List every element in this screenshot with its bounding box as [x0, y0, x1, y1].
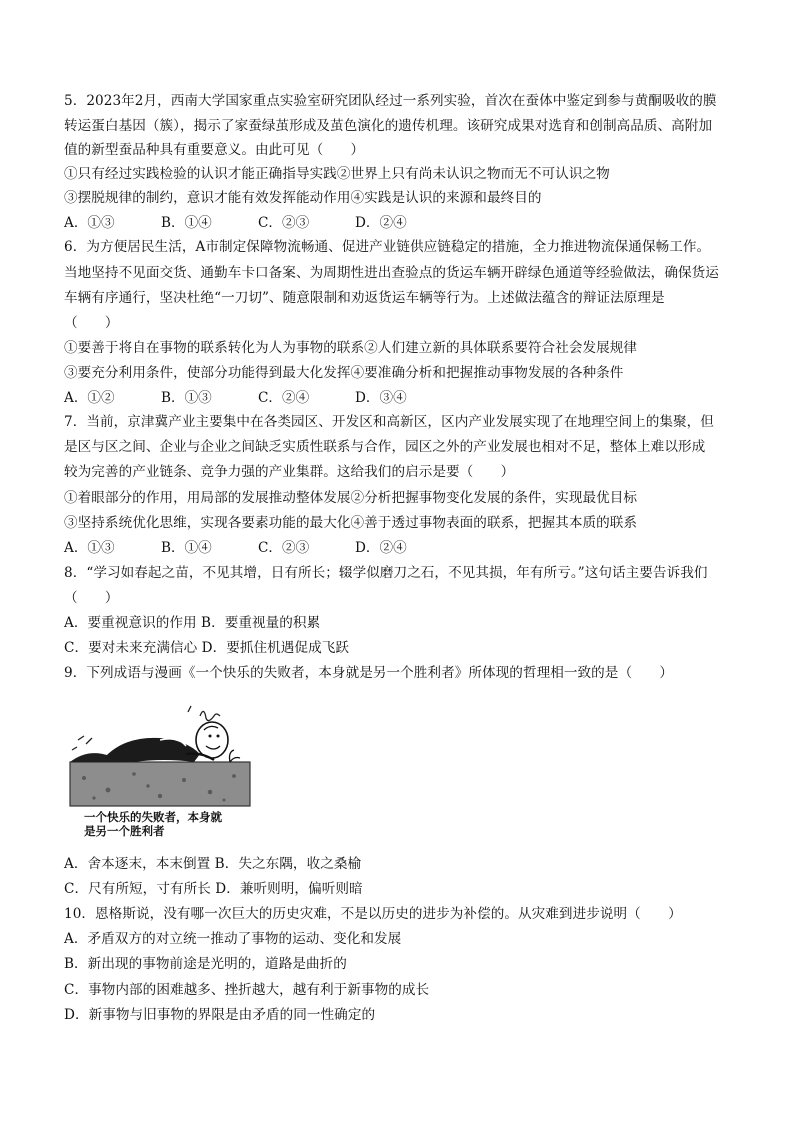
q6-options	[64, 389, 452, 408]
q9-line-1: 9．下列成语与漫画《一个快乐的失败者，本身就是另一个胜利者》所体现的哲理相一致的是（ ）	[64, 665, 674, 681]
q6-line-2: 当地坚持不见面交货、通勤车卡口备案、为周期性进出查验点的货运车辆开辟绿色通道等经验做法，确保货运	[64, 265, 719, 281]
q7-options	[64, 539, 452, 558]
q5-option-d[interactable]: D．②④	[355, 215, 407, 231]
q6-line-4: （ ）	[64, 315, 119, 331]
q7-option-b[interactable]: B．①④	[161, 540, 212, 556]
q9-options-cd[interactable]: C．尺有所短，寸有所长 D．兼听则明，偏听则暗	[64, 881, 363, 897]
comic-caption	[84, 810, 222, 838]
q7-line-1: 7．当前，京津冀产业主要集中在各类园区、开发区和高新区，区内产业发展实现了在地理空间上的集聚，但	[64, 414, 714, 430]
q8-options-ab[interactable]: A．要重视意识的作用 B．要重视量的积累	[64, 615, 321, 631]
comic-caption-line-2: 是另一个胜利者	[84, 824, 165, 838]
q10-option-d[interactable]: D．新事物与旧事物的界限是由矛盾的同一性确定的	[64, 1007, 376, 1023]
q7-option-c[interactable]: C．②③	[258, 540, 310, 556]
q7-statement-34: ③坚持系统优化思维，实现各要素功能的最大化④善于透过事物表面的联系，把握其本质的联系	[64, 515, 638, 531]
q7-line-2: 是区与区之间、企业与企业之间缺乏实质性联系与合作，园区之外的产业发展也相对不足，整体上难以形成	[64, 439, 706, 455]
comic-caption-line-1: 一个快乐的失败者，本身就	[84, 810, 222, 824]
q5-statement-12: ①只有经过实践检验的认识才能正确指导实践②世界上只有尚未认识之物而无不可认识之物	[64, 166, 610, 182]
q8-line-1: 8．“学习如春起之苗，不见其增，日有所长；辍学似磨刀之石，不见其损，年有所亏。”这句话主要告诉我们	[64, 565, 708, 581]
q6-line-3: 车辆有序通行，坚决杜绝“一刀切”、随意限制和劝返货运车辆等行为。上述做法蕴含的辩证法原理是	[64, 290, 665, 306]
q8-line-2: （ ）	[64, 590, 119, 606]
q6-option-b[interactable]: B．①③	[161, 390, 212, 406]
q5-line-2: 转运蛋白基因（簇），揭示了家蚕绿茧形成及茧色演化的遗传机理。该研究成果对选育和创制高品质、高附加	[64, 118, 713, 134]
q5-statement-34: ③摆脱规律的制约，意识才能有效发挥能动作用④实践是认识的来源和最终目的	[64, 190, 542, 206]
q7-line-3: 较为完善的产业链条、竞争力强的产业集群。这给我们的启示是要（ ）	[64, 464, 515, 480]
q5-option-b[interactable]: B．①④	[161, 215, 212, 231]
q6-option-a[interactable]: A．①②	[64, 390, 115, 406]
q8-options-cd[interactable]: C．要对未来充满信心 D．要抓住机遇促成飞跃	[64, 640, 350, 656]
q9-options-ab[interactable]: A．舍本逐末，本末倒置 B．失之东隅，收之桑榆	[64, 856, 362, 872]
q5-option-c[interactable]: C．②③	[258, 215, 310, 231]
q10-option-c[interactable]: C．事物内部的困难越多、挫折越大，越有利于新事物的成长	[64, 982, 430, 998]
q5-line-3: 值的新型蚕品种具有重要意义。由此可见（ ）	[64, 142, 365, 158]
q10-option-b[interactable]: B．新出现的事物前途是光明的，道路是曲折的	[64, 956, 347, 972]
q10-line-1: 10．恩格斯说，没有哪一次巨大的历史灾难，不是以历史的进步为补偿的。从灾难到进步说明（ ）	[64, 906, 682, 922]
q5-option-a[interactable]: A．①③	[64, 215, 115, 231]
q6-statement-34: ③要充分利用条件，使部分功能得到最大化发挥④要准确分析和把握推动事物发展的各种条件	[64, 365, 624, 381]
q6-line-1: 6．为方便居民生活，A市制定保障物流畅通、促进产业链供应链稳定的措施，全力推进物流保通保畅工作。	[64, 239, 711, 255]
q5-line-1: 5．2023年2月，西南大学国家重点实验室研究团队经过一系列实验，首次在蚕体中鉴定到参与黄酮吸收的膜	[64, 93, 717, 109]
q7-statement-12: ①着眼部分的作用，用局部的发展推动整体发展②分析把握事物变化发展的条件，实现最优目标	[64, 490, 638, 506]
q6-option-c[interactable]: C．②④	[258, 390, 310, 406]
q6-option-d[interactable]: D．③④	[355, 390, 407, 406]
comic-illustration	[64, 700, 256, 840]
q7-option-d[interactable]: D．②④	[355, 540, 407, 556]
q7-option-a[interactable]: A．①③	[64, 540, 115, 556]
q5-options	[64, 214, 452, 233]
q10-option-a[interactable]: A．矛盾双方的对立统一推动了事物的运动、变化和发展	[64, 931, 402, 947]
q6-statement-12: ①要善于将自在事物的联系转化为人为事物的联系②人们建立新的具体联系要符合社会发展规律	[64, 340, 638, 356]
